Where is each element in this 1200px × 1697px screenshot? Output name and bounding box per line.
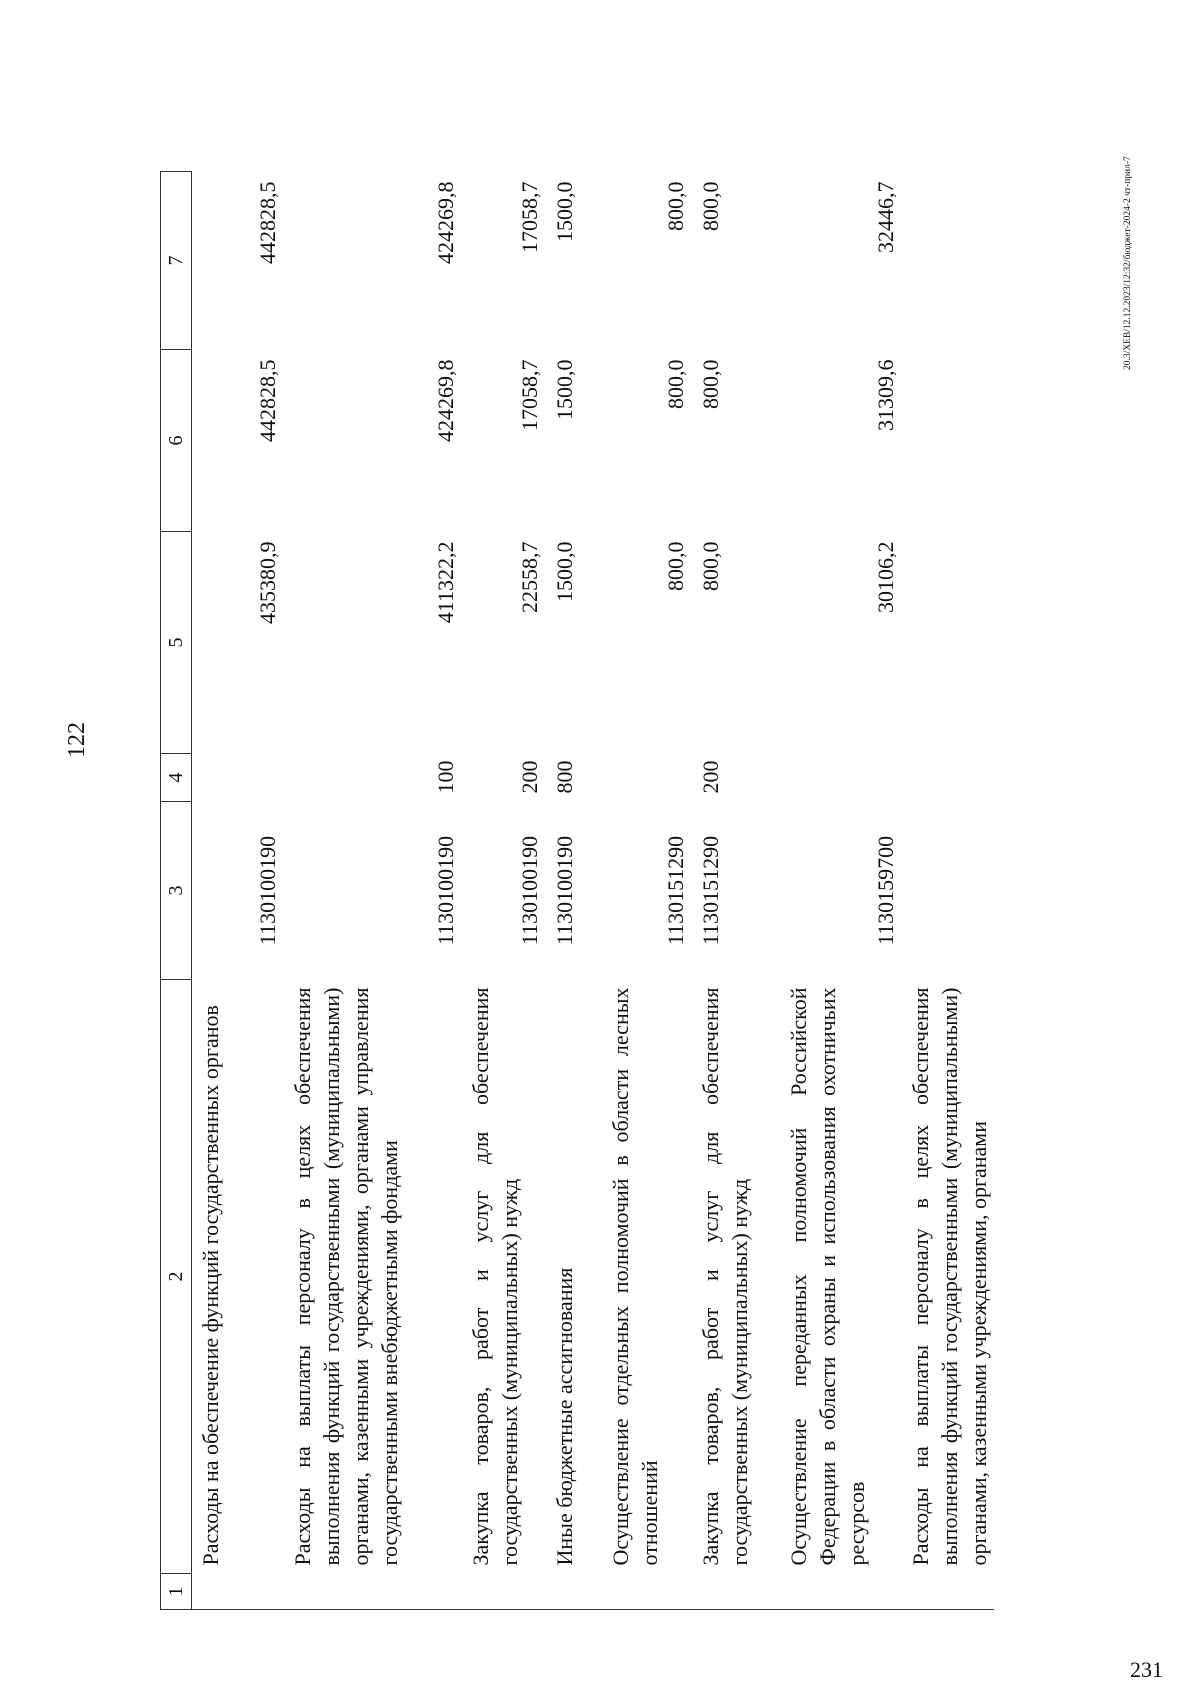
- target-code: 1130159700: [872, 835, 898, 946]
- document-stamp: 20.3/ХЕВ/12.12.2023/12:32/бюджет-2024-2 чт-прил-7: [1123, 156, 1133, 370]
- amount-2026: [902, 172, 994, 350]
- table-row: [192, 172, 284, 1610]
- amount-2024: 30106,2: [872, 541, 898, 613]
- expense-type: 100: [432, 760, 458, 794]
- table-row: [780, 172, 902, 1610]
- row-description: Осуществление переданных полномочий Российской Федерации в области охраны и использования охотничьих ресурсов: [785, 987, 869, 1566]
- row-description: Закупка товаров, работ и услуг для обеспечения государственных (муниципальных) нужд: [467, 987, 522, 1566]
- row-description: Расходы на обеспечение функций государственных органов: [198, 1005, 223, 1566]
- amount-2025: 1500,0: [551, 359, 577, 420]
- page-number: 122: [64, 722, 90, 758]
- target-code: 1130100190: [254, 835, 280, 946]
- target-code: [902, 802, 994, 980]
- column-header: 5: [161, 532, 192, 754]
- table-row: [284, 172, 462, 1610]
- table-row: [692, 172, 780, 1610]
- row-number-cell: [284, 1574, 462, 1610]
- amount-2025: 800,0: [662, 359, 688, 409]
- row-description: Расходы на выплаты персоналу в целях обеспечения выполнения функций государственными (муниципальными) органами, казенными учреждениями, органами: [907, 987, 991, 1566]
- target-code: 1130100190: [516, 835, 542, 946]
- row-description: Закупка товаров, работ и услуг для обеспечения государственных (муниципальных) нужд: [697, 987, 752, 1566]
- amount-2024: 1500,0: [551, 541, 577, 602]
- amount-2025: 31309,6: [872, 359, 898, 431]
- expense-type: 800: [551, 760, 577, 794]
- expense-type: [902, 754, 994, 802]
- column-header: 4: [161, 754, 192, 802]
- amount-2024: 435380,9: [254, 541, 280, 624]
- amount-2025: 800,0: [697, 359, 723, 409]
- expense-type: 200: [516, 760, 542, 794]
- amount-2025: [902, 350, 994, 532]
- row-number-cell: [692, 1574, 780, 1610]
- target-code: 1130100190: [551, 835, 577, 946]
- column-header: 6: [161, 350, 192, 532]
- row-description: Осуществление отдельных полномочий в области лесных отношений: [607, 987, 662, 1566]
- table-row: [546, 172, 602, 1610]
- amount-2026: 32446,7: [872, 181, 898, 253]
- amount-2024: 800,0: [662, 541, 688, 591]
- row-number-cell: [462, 1574, 546, 1610]
- expense-type: [780, 754, 902, 802]
- row-number-cell: [780, 1574, 902, 1610]
- budget-table: [160, 171, 994, 1610]
- amount-2024: 411322,2: [432, 541, 458, 624]
- expense-type: [602, 754, 692, 802]
- table-row: [462, 172, 546, 1610]
- table-row: [602, 172, 692, 1610]
- row-number-cell: [902, 1574, 994, 1610]
- amount-2024: 800,0: [697, 541, 723, 591]
- table-row: [902, 172, 994, 1610]
- amount-2025: 442828,5: [254, 359, 280, 442]
- expense-type: [192, 754, 284, 802]
- row-description: Расходы на выплаты персоналу в целях обеспечения выполнения функций государственными (муниципальными) органами, казенными учреждениями, органами управления государственными внебюджетными фондами: [289, 987, 402, 1566]
- header-row: [161, 172, 192, 1610]
- amount-2026: 800,0: [697, 181, 723, 231]
- amount-2024: [902, 532, 994, 754]
- column-header: 2: [161, 980, 192, 1574]
- amount-2026: 17058,7: [516, 181, 542, 253]
- amount-2025: 424269,8: [432, 359, 458, 442]
- amount-2024: 22558,7: [516, 541, 542, 613]
- rotated-table-area: [160, 110, 991, 1610]
- sheet-number: 231: [1130, 1657, 1163, 1682]
- column-header: 7: [161, 172, 192, 350]
- target-code: 1130151290: [697, 835, 723, 946]
- target-code: 1130151290: [662, 835, 688, 946]
- column-header: 1: [161, 1574, 192, 1610]
- column-header: 3: [161, 802, 192, 980]
- row-number-cell: [602, 1574, 692, 1610]
- row-number-cell: [192, 1574, 284, 1610]
- amount-2025: 17058,7: [516, 359, 542, 431]
- target-code: 1130100190: [432, 835, 458, 946]
- row-description: Иные бюджетные ассигнования: [551, 1267, 577, 1566]
- expense-type: 200: [697, 760, 723, 794]
- amount-2026: 800,0: [662, 181, 688, 231]
- amount-2026: 1500,0: [551, 181, 577, 242]
- row-number-cell: [546, 1574, 602, 1610]
- amount-2026: 424269,8: [432, 181, 458, 264]
- amount-2026: 442828,5: [254, 181, 280, 264]
